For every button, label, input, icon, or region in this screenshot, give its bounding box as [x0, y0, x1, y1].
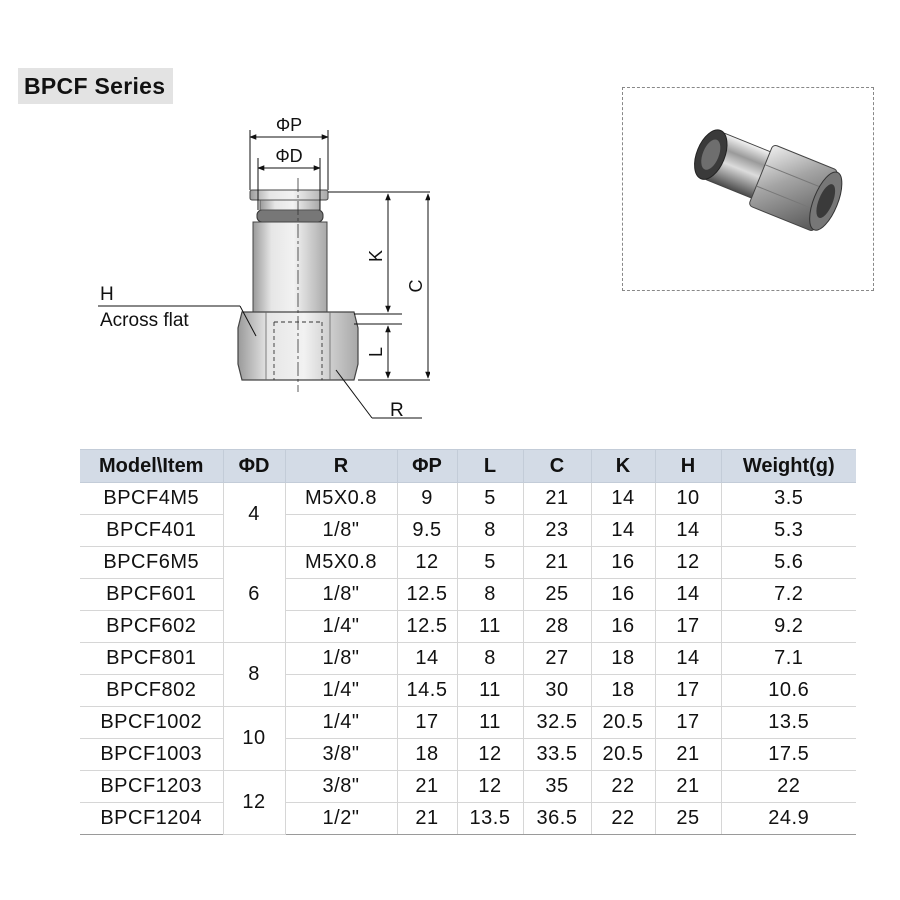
cell-weight: 24.9 — [721, 803, 856, 835]
cell-c: 27 — [523, 643, 591, 675]
table-row — [80, 771, 856, 803]
cell-l: 8 — [457, 579, 523, 611]
cell-k: 20.5 — [591, 739, 655, 771]
cell-weight: 5.3 — [721, 515, 856, 547]
cell-r: 1/8" — [285, 579, 397, 611]
cell-k: 22 — [591, 803, 655, 835]
cell-p: 17 — [397, 707, 457, 739]
cell-model: BPCF1203 — [80, 771, 223, 803]
table-row — [80, 739, 856, 771]
cell-weight: 22 — [721, 771, 856, 803]
cell-weight: 5.6 — [721, 547, 856, 579]
cell-model: BPCF801 — [80, 643, 223, 675]
cell-r: 3/8" — [285, 771, 397, 803]
cell-r: 1/2" — [285, 803, 397, 835]
header-k: K — [591, 450, 655, 483]
callout-r: R — [390, 400, 404, 421]
cell-r: 3/8" — [285, 739, 397, 771]
cell-model: BPCF401 — [80, 515, 223, 547]
cell-k: 18 — [591, 675, 655, 707]
product-photo-frame — [622, 87, 874, 291]
cell-model: BPCF802 — [80, 675, 223, 707]
cell-k: 18 — [591, 643, 655, 675]
cell-p: 12.5 — [397, 611, 457, 643]
cell-c: 33.5 — [523, 739, 591, 771]
cell-h: 17 — [655, 611, 721, 643]
cell-k: 20.5 — [591, 707, 655, 739]
table-row — [80, 803, 856, 835]
header-d: ΦD — [223, 450, 285, 483]
cell-r: 1/8" — [285, 515, 397, 547]
cell-h: 10 — [655, 483, 721, 515]
dim-label-d: ΦD — [275, 146, 303, 166]
dim-label-k: K — [366, 249, 386, 263]
cell-c: 25 — [523, 579, 591, 611]
cell-r: 1/8" — [285, 643, 397, 675]
cell-d: 6 — [223, 547, 285, 643]
table-row — [80, 515, 856, 547]
cell-k: 16 — [591, 579, 655, 611]
cell-weight: 13.5 — [721, 707, 856, 739]
push-in-connector-photo-icon — [623, 88, 873, 290]
cell-c: 30 — [523, 675, 591, 707]
dim-label-p: ΦP — [275, 115, 303, 135]
cell-model: BPCF601 — [80, 579, 223, 611]
cell-h: 14 — [655, 515, 721, 547]
cell-model: BPCF4M5 — [80, 483, 223, 515]
table-row — [80, 707, 856, 739]
cell-c: 21 — [523, 483, 591, 515]
cell-h: 25 — [655, 803, 721, 835]
cell-c: 36.5 — [523, 803, 591, 835]
cell-model: BPCF1204 — [80, 803, 223, 835]
header-c: C — [523, 450, 591, 483]
cell-p: 9 — [397, 483, 457, 515]
cell-model: BPCF1003 — [80, 739, 223, 771]
cell-r: M5X0.8 — [285, 483, 397, 515]
cell-p: 9.5 — [397, 515, 457, 547]
cell-l: 11 — [457, 707, 523, 739]
header-r: R — [285, 450, 397, 483]
cell-l: 5 — [457, 547, 523, 579]
cell-h: 14 — [655, 643, 721, 675]
cell-weight: 17.5 — [721, 739, 856, 771]
table-body — [80, 483, 856, 835]
cell-p: 21 — [397, 803, 457, 835]
series-title: BPCF Series — [18, 68, 173, 104]
table-row — [80, 675, 856, 707]
cell-k: 14 — [591, 515, 655, 547]
cell-p: 18 — [397, 739, 457, 771]
cell-c: 21 — [523, 547, 591, 579]
table-row — [80, 611, 856, 643]
cell-r: 1/4" — [285, 675, 397, 707]
header-l: L — [457, 450, 523, 483]
cell-l: 13.5 — [457, 803, 523, 835]
cell-model: BPCF1002 — [80, 707, 223, 739]
cell-l: 8 — [457, 515, 523, 547]
cell-p: 12.5 — [397, 579, 457, 611]
header-weight: Weight(g) — [721, 450, 856, 483]
cell-l: 8 — [457, 643, 523, 675]
cell-p: 14.5 — [397, 675, 457, 707]
cell-c: 35 — [523, 771, 591, 803]
cell-r: M5X0.8 — [285, 547, 397, 579]
cell-r: 1/4" — [285, 707, 397, 739]
cell-weight: 10.6 — [721, 675, 856, 707]
cell-d: 12 — [223, 771, 285, 835]
header-h: H — [655, 450, 721, 483]
cell-p: 21 — [397, 771, 457, 803]
cell-h: 17 — [655, 675, 721, 707]
cell-h: 17 — [655, 707, 721, 739]
cell-c: 28 — [523, 611, 591, 643]
cell-weight: 3.5 — [721, 483, 856, 515]
cell-model: BPCF602 — [80, 611, 223, 643]
cell-l: 12 — [457, 739, 523, 771]
cell-l: 11 — [457, 675, 523, 707]
cell-l: 12 — [457, 771, 523, 803]
cell-p: 12 — [397, 547, 457, 579]
header-p: ΦP — [397, 450, 457, 483]
cell-k: 16 — [591, 611, 655, 643]
cell-h: 12 — [655, 547, 721, 579]
cell-k: 16 — [591, 547, 655, 579]
cell-r: 1/4" — [285, 611, 397, 643]
specification-table — [80, 449, 856, 835]
cell-d: 8 — [223, 643, 285, 707]
cell-l: 5 — [457, 483, 523, 515]
cell-h: 14 — [655, 579, 721, 611]
cell-c: 23 — [523, 515, 591, 547]
cell-c: 32.5 — [523, 707, 591, 739]
table-row — [80, 547, 856, 579]
dim-label-l: L — [366, 346, 386, 358]
cell-d: 10 — [223, 707, 285, 771]
table-row — [80, 579, 856, 611]
cell-weight: 7.2 — [721, 579, 856, 611]
cell-model: BPCF6M5 — [80, 547, 223, 579]
cell-l: 11 — [457, 611, 523, 643]
table-header — [80, 450, 856, 483]
table-row — [80, 643, 856, 675]
dim-label-c: C — [406, 279, 426, 293]
cell-weight: 7.1 — [721, 643, 856, 675]
callout-h: H — [100, 284, 114, 305]
header-model: Model\Item — [80, 450, 223, 483]
callout-across-flat: Across flat — [100, 310, 189, 331]
cell-p: 14 — [397, 643, 457, 675]
cell-h: 21 — [655, 739, 721, 771]
cell-weight: 9.2 — [721, 611, 856, 643]
dimension-drawing — [90, 100, 430, 430]
cell-d: 4 — [223, 483, 285, 547]
cell-k: 14 — [591, 483, 655, 515]
cell-h: 21 — [655, 771, 721, 803]
table-row — [80, 483, 856, 515]
cell-k: 22 — [591, 771, 655, 803]
